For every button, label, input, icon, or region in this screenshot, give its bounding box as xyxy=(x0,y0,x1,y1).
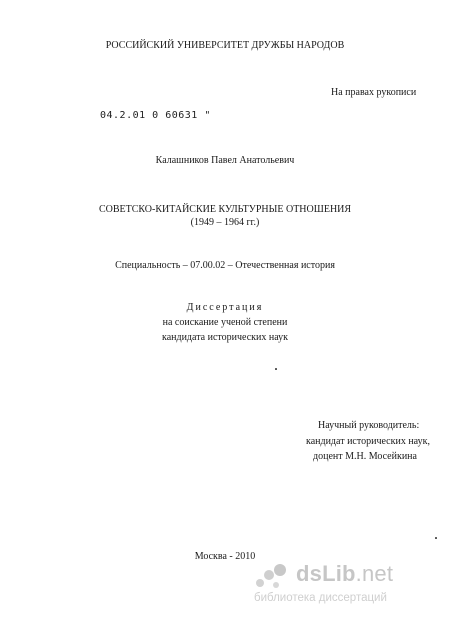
supervisor-name: доцент М.Н. Мосейкина xyxy=(313,451,417,462)
dslib-logo-icon xyxy=(252,561,292,591)
dissertation-title: СОВЕТСКО-КИТАЙСКИЕ КУЛЬТУРНЫЕ ОТНОШЕНИЯ xyxy=(98,204,352,215)
degree-line-1: на соискание ученой степени xyxy=(162,317,288,328)
supervisor-heading: Научный руководитель: xyxy=(318,420,420,431)
library-stamp-code: 04.2.01 0 60631 " xyxy=(100,110,211,121)
supervisor-degree: кандидат исторических наук, xyxy=(306,436,430,447)
dissertation-years: (1949 – 1964 гг.) xyxy=(190,217,260,228)
watermark-brand-name: dsLib xyxy=(296,561,356,586)
watermark-brand xyxy=(296,561,393,587)
watermark-caption: библиотека диссертаций xyxy=(254,592,387,604)
watermark-brand-tld: .net xyxy=(355,561,394,586)
author-name: Калашников Павел Анатольевич xyxy=(155,155,295,166)
rights-note: На правах рукописи xyxy=(331,87,417,98)
degree-type: Диссертация xyxy=(186,302,264,313)
degree-line-2: кандидата исторических наук xyxy=(161,332,289,343)
specialty-line: Специальность – 07.00.02 – Отечественная история xyxy=(115,260,335,271)
speck-mark-2 xyxy=(435,537,437,539)
university-name: РОССИЙСКИЙ УНИВЕРСИТЕТ ДРУЖБЫ НАРОДОВ xyxy=(105,40,345,51)
speck-mark xyxy=(275,368,277,370)
place-and-year: Москва - 2010 xyxy=(194,551,256,562)
dslib-watermark xyxy=(252,561,442,607)
